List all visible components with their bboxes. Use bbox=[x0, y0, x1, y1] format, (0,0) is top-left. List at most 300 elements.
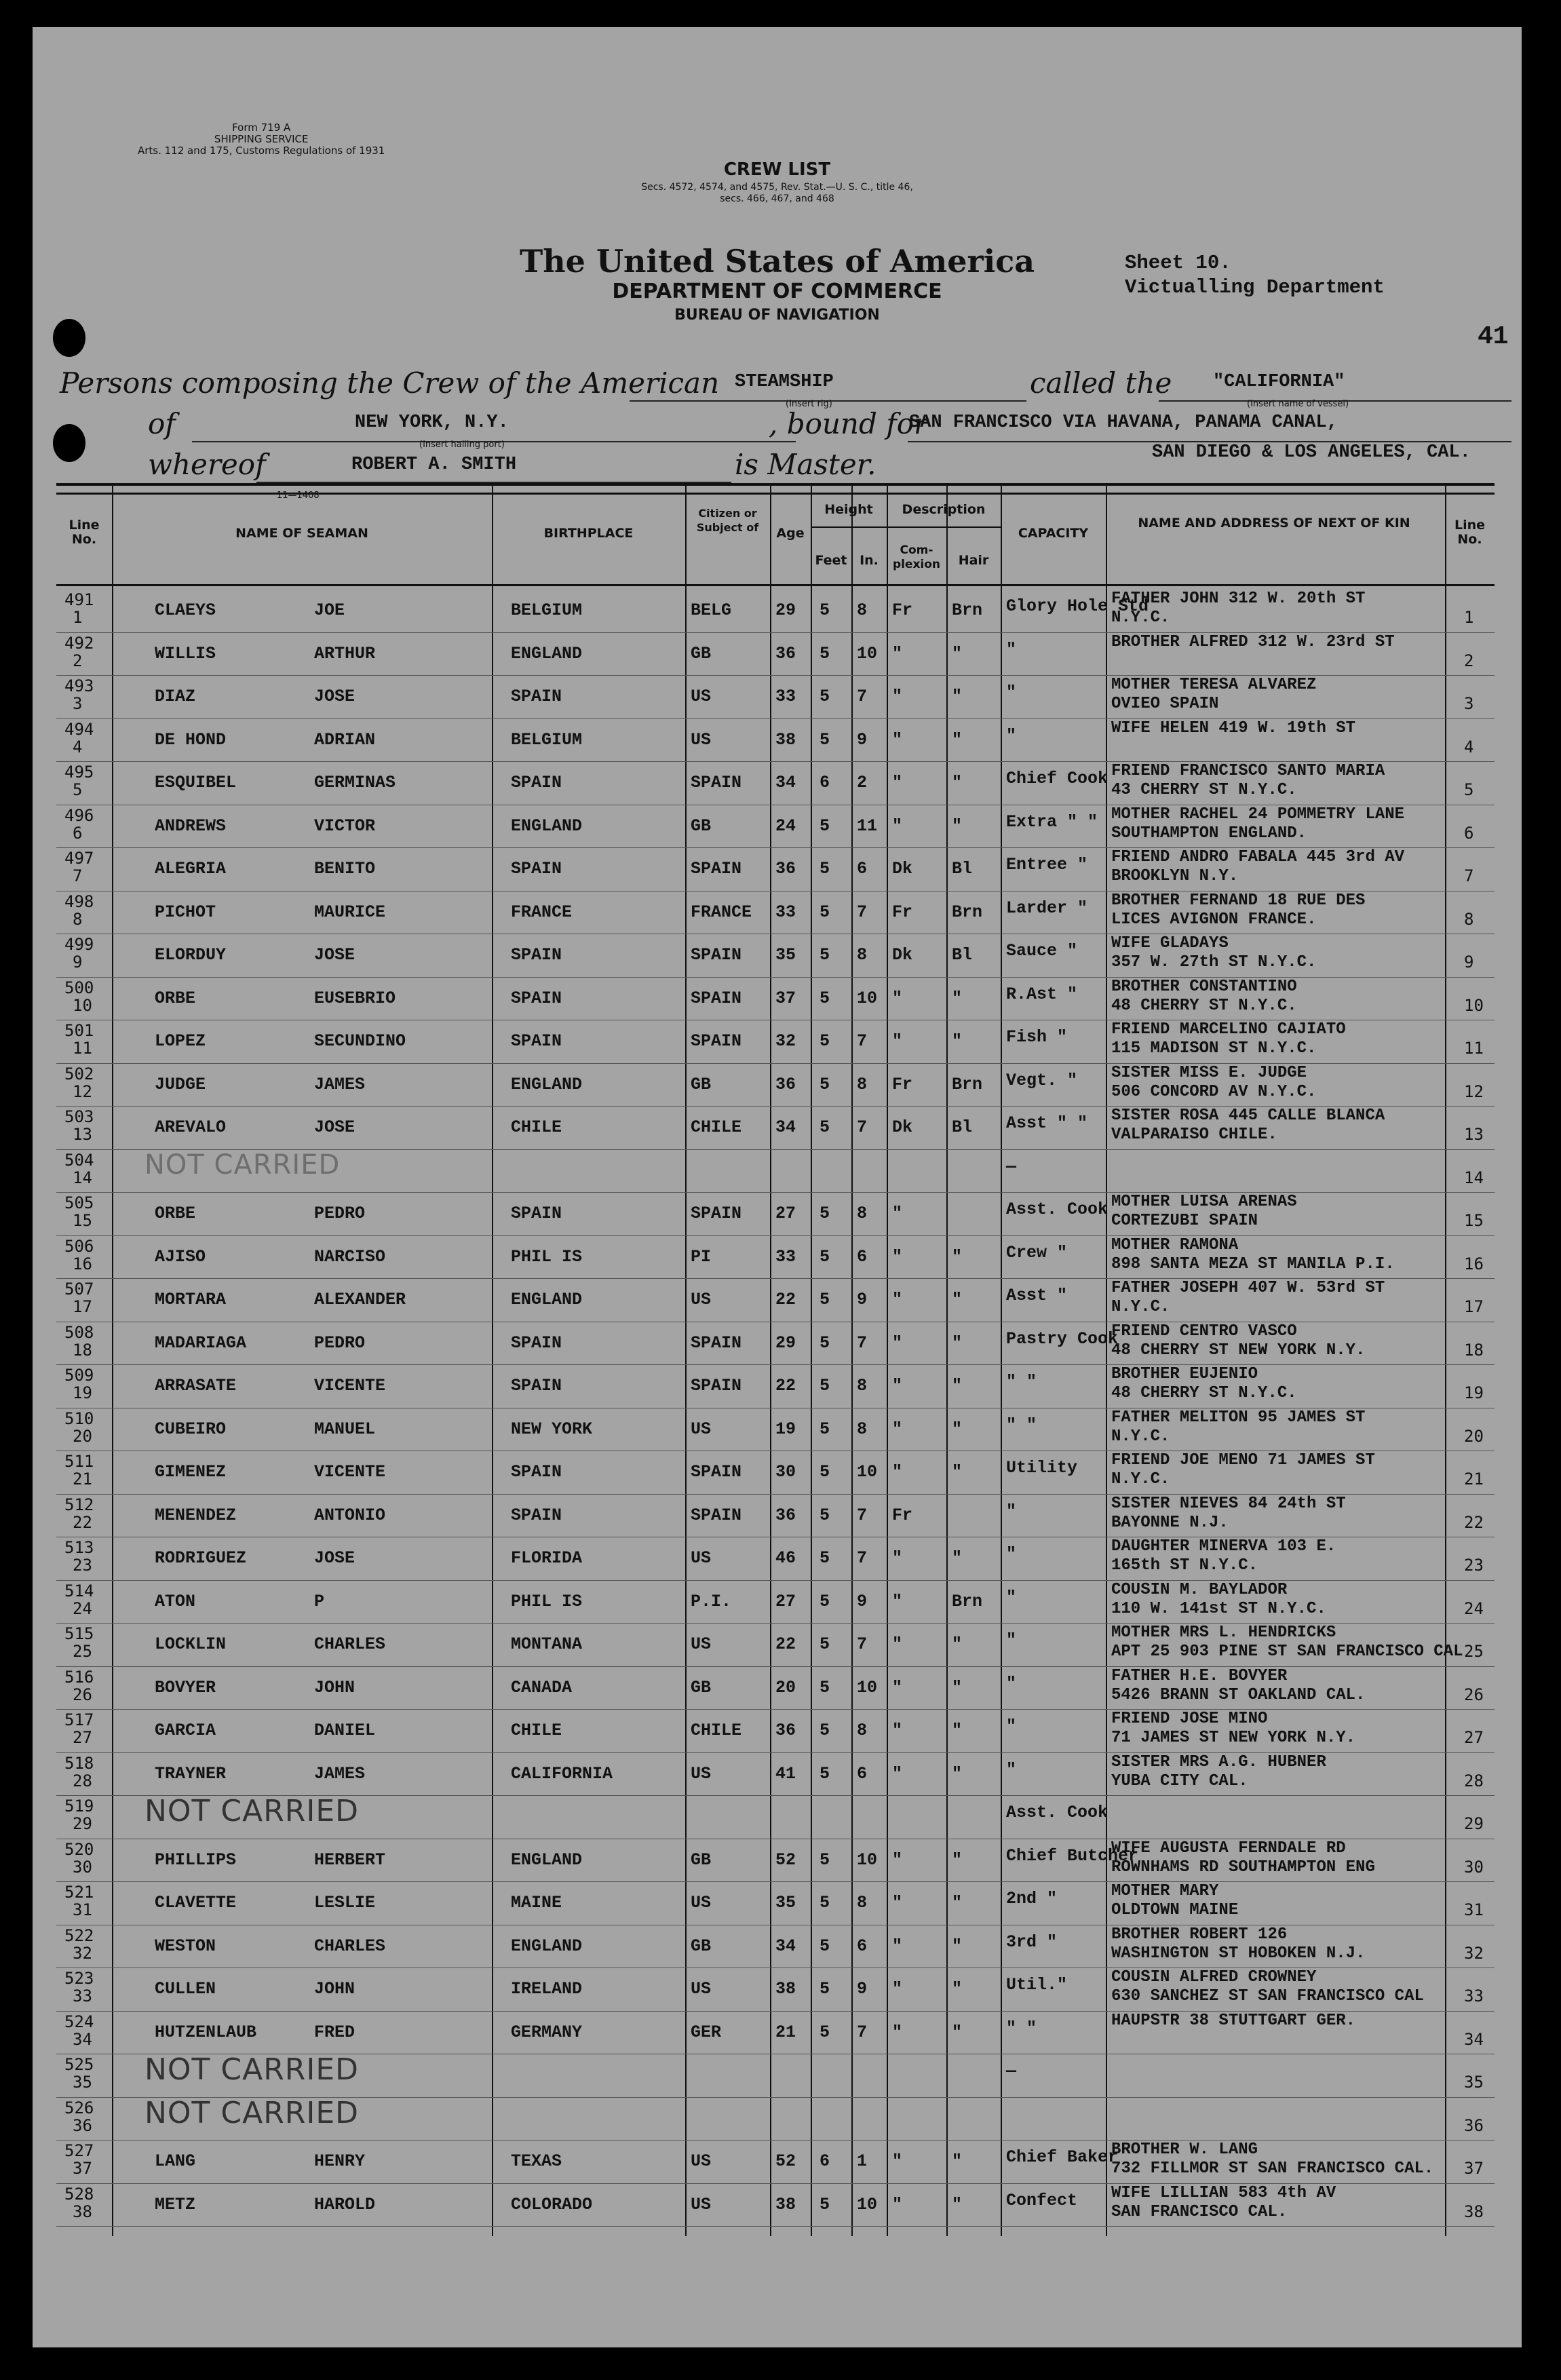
seaman-surname: WESTON bbox=[155, 1936, 216, 1956]
height-feet-cell: 5 bbox=[820, 1634, 830, 1654]
citizenship-cell: SPAIN bbox=[691, 859, 742, 879]
header-complexion: Com-plexion bbox=[892, 543, 941, 571]
age-cell: 52 bbox=[775, 1849, 796, 1870]
complexion-cell: Fr bbox=[892, 600, 913, 620]
next-of-kin-line: 48 CHERRY ST N.Y.C. bbox=[1111, 1384, 1297, 1402]
age-cell: 38 bbox=[775, 729, 796, 750]
line-number-right: 37 bbox=[1464, 2159, 1484, 2178]
seaman-surname: CLAEYS bbox=[155, 600, 216, 620]
seaman-given-name: JOSE bbox=[314, 687, 355, 706]
line-number: 35 bbox=[73, 2073, 92, 2092]
birthplace-cell: SPAIN bbox=[511, 1332, 562, 1353]
complexion-cell: " bbox=[892, 1634, 903, 1654]
capacity-cell: Chief Baker bbox=[1006, 2147, 1119, 2167]
master-value: ROBERT A. SMITH bbox=[351, 455, 517, 475]
citizenship-cell: SPAIN bbox=[691, 945, 742, 965]
height-inches-cell: 7 bbox=[857, 1548, 868, 1568]
seaman-surname: HUTZENLAUB bbox=[155, 2022, 257, 2042]
citizenship-cell: SPAIN bbox=[691, 1462, 742, 1482]
country-heading: The United States of America bbox=[519, 243, 1035, 280]
next-of-kin-line: MOTHER RAMONA bbox=[1111, 1235, 1239, 1254]
height-feet-cell: 5 bbox=[820, 1290, 830, 1309]
line-number: 29 bbox=[73, 1814, 92, 1833]
height-feet-cell: 5 bbox=[820, 2022, 830, 2042]
vessel-value: "CALIFORNIA" bbox=[1213, 372, 1345, 392]
row-divider bbox=[56, 1364, 1495, 1365]
complexion-cell: Fr bbox=[892, 1074, 913, 1094]
height-feet-cell: 5 bbox=[820, 1721, 830, 1740]
next-of-kin-line: BROTHER W. LANG bbox=[1111, 2141, 1258, 2159]
height-inches-cell: 11 bbox=[857, 815, 878, 836]
next-of-kin-line: WASHINGTON ST HOBOKEN N.J. bbox=[1111, 1944, 1366, 1963]
birthplace-cell: SPAIN bbox=[511, 687, 562, 706]
complexion-cell: Dk bbox=[892, 945, 913, 965]
complexion-cell: " bbox=[892, 1677, 903, 1697]
line-number-right: 14 bbox=[1464, 1168, 1484, 1187]
hair-cell: " bbox=[952, 1031, 963, 1051]
hair-cell: Bl bbox=[952, 1117, 973, 1137]
height-feet-cell: 5 bbox=[820, 1849, 830, 1870]
line-number-right: 7 bbox=[1464, 866, 1474, 885]
height-inches-cell: 10 bbox=[857, 1462, 878, 1482]
birthplace-cell: CALIFORNIA bbox=[511, 1763, 613, 1784]
next-of-kin-line: FATHER JOSEPH 407 W. 53rd ST bbox=[1111, 1279, 1385, 1297]
department-heading: DEPARTMENT OF COMMERCE bbox=[612, 280, 942, 303]
birthplace-cell: SPAIN bbox=[511, 1376, 562, 1396]
birthplace-cell: BELGIUM bbox=[511, 729, 583, 750]
col-divider bbox=[1106, 486, 1107, 2236]
birthplace-cell: FLORIDA bbox=[511, 1548, 583, 1568]
line-number-right: 15 bbox=[1464, 1211, 1484, 1230]
line-number: 37 bbox=[73, 2159, 92, 2178]
header-bottom-rule bbox=[56, 584, 1495, 586]
line-number: 3 bbox=[73, 694, 83, 713]
seaman-given-name: HAROLD bbox=[314, 2194, 376, 2214]
capacity-cell: Chief Butcher bbox=[1006, 1845, 1139, 1866]
capacity-cell: — bbox=[1006, 1156, 1017, 1176]
seaman-surname: WILLIS bbox=[155, 643, 216, 664]
serial-number: 499 bbox=[64, 935, 94, 954]
next-of-kin-line: 165th ST N.Y.C. bbox=[1111, 1556, 1258, 1575]
header-citizen: Citizen or Subject of bbox=[696, 507, 759, 534]
serial-number: 527 bbox=[64, 2141, 94, 2160]
line-number: 10 bbox=[73, 995, 92, 1015]
hair-cell: " bbox=[952, 1677, 963, 1697]
complexion-cell: " bbox=[892, 2022, 903, 2042]
line-number-right: 22 bbox=[1464, 1512, 1484, 1532]
line-number-right: 27 bbox=[1464, 1728, 1484, 1747]
seaman-given-name: HENRY bbox=[314, 2151, 366, 2171]
serial-number: 520 bbox=[64, 1839, 94, 1859]
birthplace-cell: CHILE bbox=[511, 1117, 562, 1137]
hair-cell: " bbox=[952, 1849, 963, 1870]
line-number: 17 bbox=[73, 1297, 92, 1316]
form-identifier bbox=[138, 122, 385, 157]
birthplace-cell: MAINE bbox=[511, 1893, 562, 1913]
seaman-surname: ANDREWS bbox=[155, 815, 227, 836]
next-of-kin-line: 630 SANCHEZ ST SAN FRANCISCO CAL bbox=[1111, 1987, 1424, 2005]
birthplace-cell: ENGLAND bbox=[511, 1074, 583, 1094]
seaman-surname: MORTARA bbox=[155, 1290, 227, 1309]
line-number-right: 34 bbox=[1464, 2029, 1484, 2049]
complexion-cell: " bbox=[892, 1979, 903, 1999]
height-feet-cell: 5 bbox=[820, 1979, 830, 1999]
line-number: 36 bbox=[73, 2115, 92, 2135]
seaman-surname: ATON bbox=[155, 1591, 196, 1611]
line-number-right: 18 bbox=[1464, 1340, 1484, 1360]
next-of-kin-line: 506 CONCORD AV N.Y.C. bbox=[1111, 1082, 1317, 1101]
citizenship-cell: GB bbox=[691, 643, 712, 664]
hair-cell: " bbox=[952, 1548, 963, 1568]
age-cell: 46 bbox=[775, 1548, 796, 1568]
next-of-kin-line: FATHER JOHN 312 W. 20th ST bbox=[1111, 590, 1366, 608]
line-number-right: 35 bbox=[1464, 2073, 1484, 2092]
line-number-right: 13 bbox=[1464, 1125, 1484, 1144]
serial-number: 511 bbox=[64, 1452, 94, 1471]
height-inches-cell: 10 bbox=[857, 643, 878, 664]
height-feet-cell: 5 bbox=[820, 1677, 830, 1697]
line-number-right: 9 bbox=[1464, 953, 1474, 972]
hair-cell: Brn bbox=[952, 600, 983, 620]
complexion-cell: " bbox=[892, 1332, 903, 1353]
form-service: SHIPPING SERVICE bbox=[214, 133, 309, 145]
next-of-kin-line: SISTER ROSA 445 CALLE BLANCA bbox=[1111, 1107, 1385, 1125]
height-inches-cell: 10 bbox=[857, 988, 878, 1008]
height-feet-cell: 5 bbox=[820, 2194, 830, 2214]
serial-number: 497 bbox=[64, 849, 94, 868]
seaman-given-name: VICENTE bbox=[314, 1376, 386, 1396]
seaman-given-name: JOHN bbox=[314, 1677, 355, 1697]
line-number: 13 bbox=[73, 1125, 92, 1144]
height-feet-cell: 5 bbox=[820, 1376, 830, 1396]
serial-number: 514 bbox=[64, 1581, 94, 1600]
height-feet-cell: 5 bbox=[820, 1074, 830, 1094]
col-divider bbox=[851, 486, 853, 2236]
capacity-cell: " " bbox=[1006, 1415, 1037, 1435]
header-capacity: CAPACITY bbox=[1018, 526, 1089, 541]
complexion-cell: " bbox=[892, 1376, 903, 1396]
seaman-surname: MADARIAGA bbox=[155, 1332, 247, 1353]
next-of-kin-line: OVIEO SPAIN bbox=[1111, 695, 1219, 713]
age-cell: 33 bbox=[775, 687, 796, 706]
serial-number: 495 bbox=[64, 763, 94, 782]
birthplace-cell: ENGLAND bbox=[511, 643, 583, 664]
citizenship-cell: GB bbox=[691, 815, 712, 836]
line-number: 23 bbox=[73, 1556, 92, 1575]
line-number-right: 31 bbox=[1464, 1900, 1484, 1919]
capacity-cell: Asst. Cook bbox=[1006, 1199, 1109, 1219]
height-feet-cell: 5 bbox=[820, 1031, 830, 1051]
birthplace-cell: BELGIUM bbox=[511, 600, 583, 620]
seaman-surname: LANG bbox=[155, 2151, 196, 2171]
seaman-surname: AJISO bbox=[155, 1246, 206, 1267]
seaman-surname: LOCKLIN bbox=[155, 1634, 227, 1654]
age-cell: 22 bbox=[775, 1634, 796, 1654]
bound-label: , bound for bbox=[769, 407, 928, 440]
height-feet-cell: 5 bbox=[820, 1893, 830, 1913]
serial-number: 513 bbox=[64, 1538, 94, 1557]
punch-hole-bottom bbox=[53, 424, 85, 462]
birthplace-cell: SPAIN bbox=[511, 1462, 562, 1482]
next-of-kin-line: FRIEND FRANCISCO SANTO MARIA bbox=[1111, 762, 1385, 780]
height-inches-cell: 8 bbox=[857, 1074, 868, 1094]
age-cell: 37 bbox=[775, 988, 796, 1008]
height-feet-cell: 5 bbox=[820, 1505, 830, 1525]
height-inches-cell: 9 bbox=[857, 729, 868, 750]
complexion-cell: " bbox=[892, 2151, 903, 2171]
serial-number: 528 bbox=[64, 2184, 94, 2204]
next-of-kin-line: COUSIN ALFRED CROWNEY bbox=[1111, 1968, 1317, 1986]
next-of-kin-line: 732 FILLMOR ST SAN FRANCISCO CAL. bbox=[1111, 2160, 1434, 2178]
next-of-kin-line: BROTHER ALFRED 312 W. 23rd ST bbox=[1111, 632, 1395, 651]
line-number-right: 25 bbox=[1464, 1642, 1484, 1661]
seaman-surname: JUDGE bbox=[155, 1074, 206, 1094]
complexion-cell: " bbox=[892, 643, 903, 664]
birthplace-cell: ENGLAND bbox=[511, 1849, 583, 1870]
complexion-cell: Fr bbox=[892, 1505, 913, 1525]
birthplace-cell: MONTANA bbox=[511, 1634, 583, 1654]
line-number: 21 bbox=[73, 1470, 92, 1489]
height-inches-cell: 9 bbox=[857, 1591, 868, 1611]
next-of-kin-line: BROTHER FERNAND 18 RUE DES bbox=[1111, 891, 1366, 910]
birthplace-cell: IRELAND bbox=[511, 1979, 583, 1999]
header-height: Height bbox=[824, 502, 873, 517]
hair-cell: " bbox=[952, 2194, 963, 2214]
capacity-cell: Crew " bbox=[1006, 1242, 1068, 1263]
line-number: 1 bbox=[73, 608, 83, 627]
line-number: 33 bbox=[73, 1986, 92, 2005]
not-carried-stamp: NOT CARRIED bbox=[144, 2052, 360, 2087]
line-number-right: 30 bbox=[1464, 1857, 1484, 1877]
height-inches-cell: 8 bbox=[857, 1721, 868, 1740]
line-number: 26 bbox=[73, 1685, 92, 1704]
capacity-cell: R.Ast " bbox=[1006, 984, 1078, 1004]
seaman-given-name: PEDRO bbox=[314, 1204, 366, 1223]
col-divider bbox=[946, 486, 948, 2236]
citizenship-cell: US bbox=[691, 1763, 712, 1784]
next-of-kin-line: 48 CHERRY ST N.Y.C. bbox=[1111, 996, 1297, 1015]
line-number-right: 28 bbox=[1464, 1771, 1484, 1790]
serial-number: 525 bbox=[64, 2055, 94, 2074]
age-cell: 34 bbox=[775, 1117, 796, 1137]
hair-cell: " bbox=[952, 1419, 963, 1439]
complexion-cell: " bbox=[892, 1290, 903, 1309]
seaman-surname: CULLEN bbox=[155, 1979, 216, 1999]
complexion-cell: " bbox=[892, 988, 903, 1008]
age-cell: 29 bbox=[775, 600, 796, 620]
next-of-kin-line: COUSIN M. BAYLADOR bbox=[1111, 1580, 1288, 1599]
height-inches-cell: 9 bbox=[857, 1290, 868, 1309]
seaman-surname: GARCIA bbox=[155, 1721, 216, 1740]
seaman-given-name: ANTONIO bbox=[314, 1505, 386, 1525]
line-number-right: 4 bbox=[1464, 737, 1474, 756]
header-top-rule bbox=[56, 493, 1495, 495]
seaman-given-name: ADRIAN bbox=[314, 729, 376, 750]
citizenship-cell: SPAIN bbox=[691, 1376, 742, 1396]
hair-cell: " bbox=[952, 1290, 963, 1309]
complexion-cell: " bbox=[892, 1031, 903, 1051]
seaman-given-name: EUSEBRIO bbox=[314, 988, 396, 1008]
seaman-given-name: GERMINAS bbox=[314, 773, 396, 792]
hair-cell: " bbox=[952, 1332, 963, 1353]
capacity-cell: " bbox=[1006, 725, 1017, 746]
height-inches-cell: 9 bbox=[857, 1979, 868, 1999]
seaman-given-name: JAMES bbox=[314, 1763, 366, 1784]
line-number-right: 23 bbox=[1464, 1556, 1484, 1575]
hair-cell: " bbox=[952, 1246, 963, 1267]
master-label: is Master. bbox=[735, 448, 876, 481]
header-name: NAME OF SEAMAN bbox=[235, 526, 368, 541]
bureau-heading: BUREAU OF NAVIGATION bbox=[674, 307, 880, 324]
capacity-cell: Pastry Cook bbox=[1006, 1328, 1119, 1349]
not-carried-stamp: NOT CARRIED bbox=[144, 1794, 360, 1828]
serial-number: 512 bbox=[64, 1495, 94, 1514]
capacity-cell: Utility bbox=[1006, 1458, 1078, 1478]
row-divider bbox=[56, 1235, 1495, 1236]
age-cell: 35 bbox=[775, 945, 796, 965]
birthplace-cell: ENGLAND bbox=[511, 1290, 583, 1309]
capacity-cell: Vegt. " bbox=[1006, 1070, 1078, 1090]
next-of-kin-line: 110 W. 141st ST N.Y.C. bbox=[1111, 1599, 1326, 1618]
age-cell: 20 bbox=[775, 1677, 796, 1697]
serial-number: 504 bbox=[64, 1150, 94, 1170]
seaman-surname: DE HOND bbox=[155, 729, 227, 750]
seaman-surname: ORBE bbox=[155, 1204, 196, 1223]
serial-number: 501 bbox=[64, 1021, 94, 1040]
header-birthplace: BIRTHPLACE bbox=[543, 526, 634, 541]
age-cell: 33 bbox=[775, 902, 796, 922]
height-feet-cell: 5 bbox=[820, 945, 830, 965]
hair-cell: " bbox=[952, 988, 963, 1008]
age-cell: 27 bbox=[775, 1591, 796, 1611]
complexion-cell: " bbox=[892, 1246, 903, 1267]
hair-cell: Brn bbox=[952, 1074, 983, 1094]
serial-number: 515 bbox=[64, 1624, 94, 1643]
seaman-given-name: HERBERT bbox=[314, 1849, 386, 1870]
line-number-right: 11 bbox=[1464, 1039, 1484, 1058]
complexion-cell: " bbox=[892, 1763, 903, 1784]
birthplace-cell: SPAIN bbox=[511, 1031, 562, 1051]
citizenship-cell: CHILE bbox=[691, 1117, 742, 1137]
seaman-given-name: CHARLES bbox=[314, 1634, 386, 1654]
line-number: 9 bbox=[73, 953, 83, 972]
height-inches-cell: 7 bbox=[857, 1505, 868, 1525]
line-number: 16 bbox=[73, 1254, 92, 1273]
department-note: Victualling Department bbox=[1125, 276, 1385, 299]
height-inches-cell: 8 bbox=[857, 1419, 868, 1439]
page-number: 41 bbox=[1478, 322, 1509, 351]
serial-number: 492 bbox=[64, 633, 94, 653]
next-of-kin-line: FATHER H.E. BOVYER bbox=[1111, 1666, 1288, 1685]
citizenship-cell: US bbox=[691, 1419, 712, 1439]
statute-line-1: Secs. 4572, 4574, and 4575, Rev. Stat.—U. S. C., title 46, bbox=[641, 182, 913, 193]
height-feet-cell: 5 bbox=[820, 1419, 830, 1439]
height-feet-cell: 5 bbox=[820, 1332, 830, 1353]
next-of-kin-line: 115 MADISON ST N.Y.C. bbox=[1111, 1039, 1317, 1058]
capacity-cell: Asst " bbox=[1006, 1286, 1068, 1305]
serial-number: 506 bbox=[64, 1236, 94, 1256]
serial-number: 519 bbox=[64, 1797, 94, 1816]
document-page bbox=[33, 27, 1522, 2347]
hair-cell: " bbox=[952, 1462, 963, 1482]
next-of-kin-line: SOUTHAMPTON ENGLAND. bbox=[1111, 824, 1307, 843]
crew-table bbox=[56, 483, 1495, 2236]
birthplace-cell: TEXAS bbox=[511, 2151, 562, 2171]
serial-number: 505 bbox=[64, 1193, 94, 1212]
seaman-given-name: MANUEL bbox=[314, 1419, 376, 1439]
next-of-kin-line: BROOKLYN N.Y. bbox=[1111, 867, 1239, 885]
col-divider bbox=[492, 486, 493, 2236]
height-feet-cell: 5 bbox=[820, 1117, 830, 1137]
line-number: 34 bbox=[73, 2029, 92, 2049]
serial-number: 503 bbox=[64, 1107, 94, 1126]
hair-cell: " bbox=[952, 1721, 963, 1740]
next-of-kin-line: SISTER MISS E. JUDGE bbox=[1111, 1063, 1307, 1082]
age-cell: 29 bbox=[775, 1332, 796, 1353]
next-of-kin-line: BROTHER EUJENIO bbox=[1111, 1365, 1258, 1383]
height-feet-cell: 5 bbox=[820, 643, 830, 664]
citizenship-cell: US bbox=[691, 1548, 712, 1568]
hair-cell: " bbox=[952, 815, 963, 836]
age-cell: 36 bbox=[775, 859, 796, 879]
height-inches-cell: 7 bbox=[857, 1332, 868, 1353]
serial-number: 508 bbox=[64, 1322, 94, 1342]
serial-number: 496 bbox=[64, 805, 94, 825]
hair-cell: " bbox=[952, 1763, 963, 1784]
line-number: 14 bbox=[73, 1168, 92, 1187]
next-of-kin-line: N.Y.C. bbox=[1111, 1427, 1170, 1446]
complexion-cell: " bbox=[892, 1548, 903, 1568]
seaman-surname: GIMENEZ bbox=[155, 1462, 227, 1482]
next-of-kin-line: WIFE LILLIAN 583 4th AV bbox=[1111, 2183, 1336, 2202]
height-inches-cell: 2 bbox=[857, 773, 868, 792]
height-inches-cell: 10 bbox=[857, 1677, 878, 1697]
citizenship-cell: SPAIN bbox=[691, 1332, 742, 1353]
form-code: 11—1408 bbox=[277, 491, 320, 501]
serial-number: 502 bbox=[64, 1064, 94, 1083]
next-of-kin-line: BROTHER ROBERT 126 bbox=[1111, 1925, 1288, 1944]
citizenship-cell: SPAIN bbox=[691, 1204, 742, 1223]
seaman-given-name: LESLIE bbox=[314, 1893, 376, 1913]
serial-number: 509 bbox=[64, 1366, 94, 1385]
age-cell: 36 bbox=[775, 1721, 796, 1740]
birthplace-cell: PHIL IS bbox=[511, 1246, 583, 1267]
seaman-surname: ELORDUY bbox=[155, 945, 227, 965]
next-of-kin-line: FRIEND MARCELINO CAJIATO bbox=[1111, 1020, 1346, 1039]
height-inches-cell: 6 bbox=[857, 1246, 868, 1267]
height-feet-cell: 5 bbox=[820, 1591, 830, 1611]
birthplace-cell: COLORADO bbox=[511, 2194, 593, 2214]
capacity-cell: Entree " bbox=[1006, 855, 1088, 875]
line-number: 19 bbox=[73, 1383, 92, 1402]
line-number: 4 bbox=[73, 737, 83, 756]
line-number: 32 bbox=[73, 1943, 92, 1963]
citizenship-cell: GB bbox=[691, 1849, 712, 1870]
birthplace-cell: ENGLAND bbox=[511, 815, 583, 836]
height-inches-cell: 10 bbox=[857, 2194, 878, 2214]
capacity-cell: Asst. Cook bbox=[1006, 1803, 1109, 1822]
next-of-kin-line: MOTHER MARY bbox=[1111, 1882, 1219, 1900]
hair-cell: Brn bbox=[952, 902, 983, 922]
line-number-right: 6 bbox=[1464, 823, 1474, 843]
next-of-kin-line: FATHER MELITON 95 JAMES ST bbox=[1111, 1408, 1366, 1427]
complexion-cell: " bbox=[892, 1462, 903, 1482]
height-inches-cell: 7 bbox=[857, 1634, 868, 1654]
row-divider bbox=[56, 2226, 1495, 2227]
citizenship-cell: US bbox=[691, 1893, 712, 1913]
capacity-cell: 2nd " bbox=[1006, 1889, 1058, 1908]
line-number-right: 8 bbox=[1464, 909, 1474, 929]
